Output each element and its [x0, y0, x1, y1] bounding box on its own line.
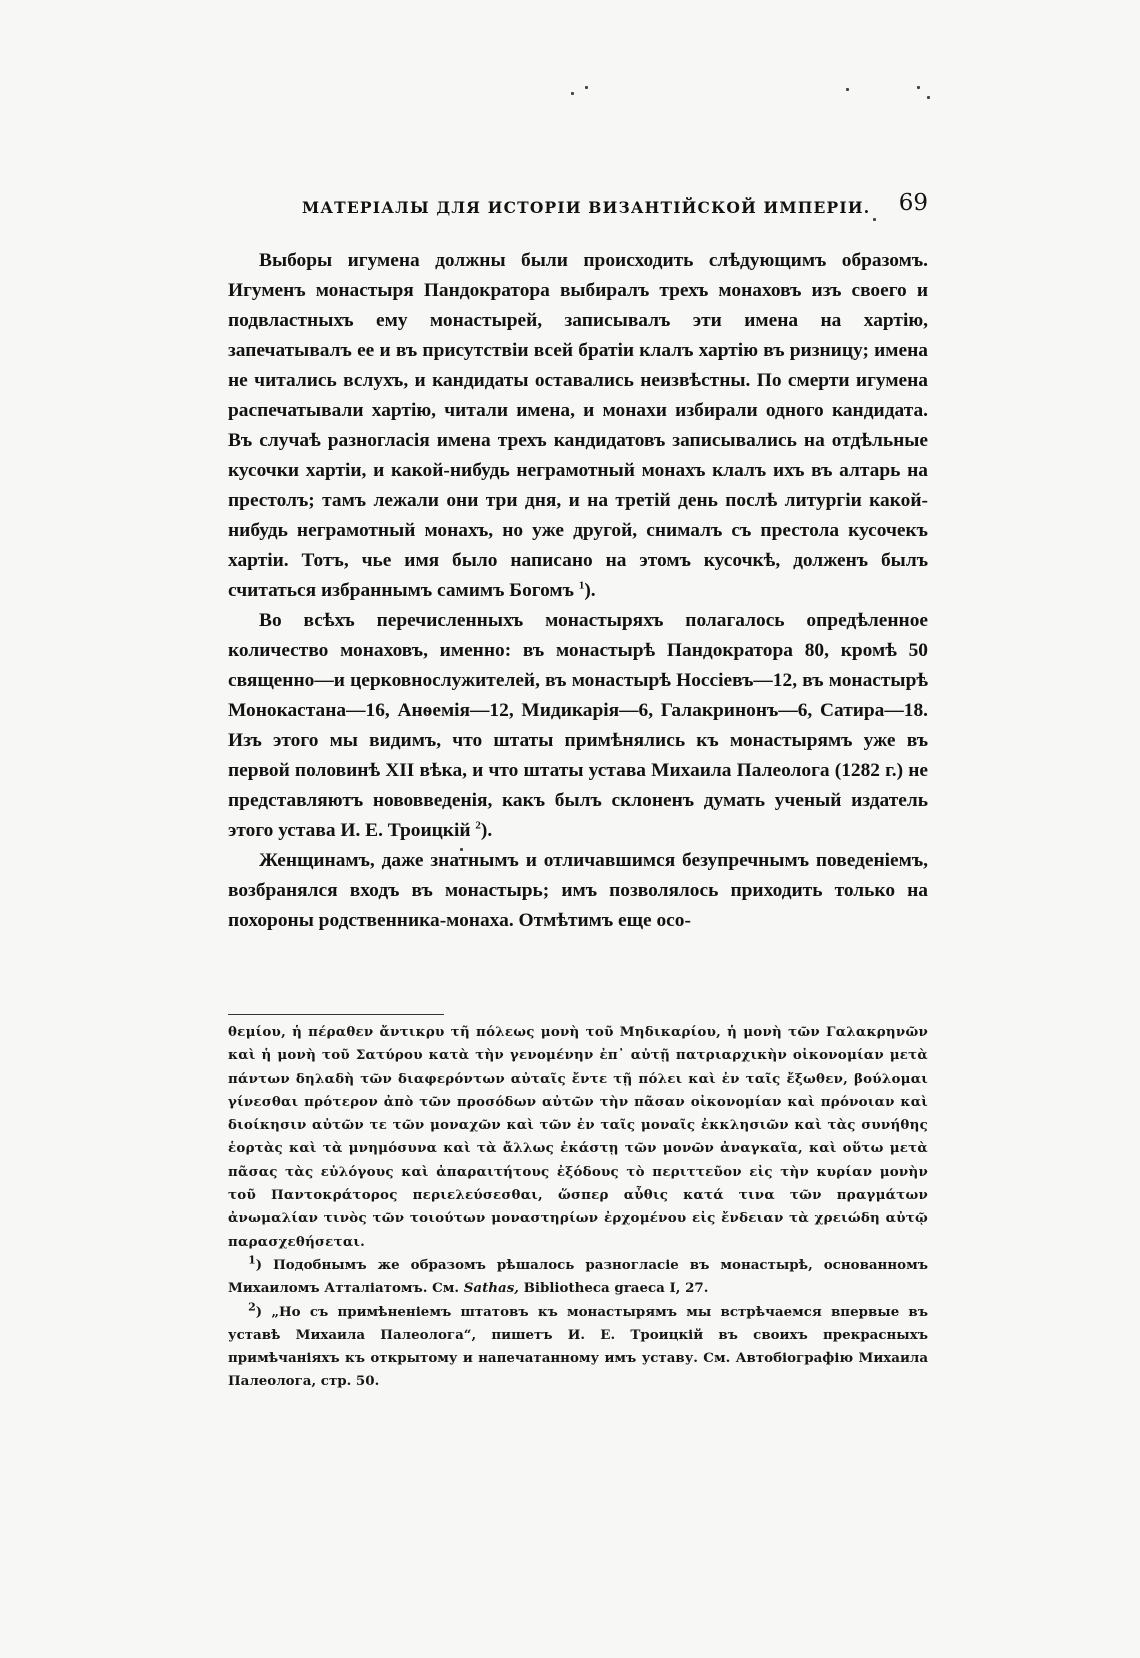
scan-speck [927, 96, 930, 99]
footnote-ref: 2 [475, 819, 481, 832]
footnote-greek-continuation: θεμίου, ἡ πέραθεν ἄντικρυ τῆ πόλεως μονὴ τοῦ Μηδικαρίου, ἡ μονὴ τῶν Γαλακρηνῶν καὶ ἡ μονὴ τοῦ Σατύρου κατὰ τὴν γενομένην ἐπ᾽ αὐτῇ πατριαρχικὴν οἰκονομίαν μετὰ πάντων δηλαδὴ τῶν διαφερόντων αὐταῖς ἔντε τῇ πόλει καὶ ἐν ταῖς ἔξωθεν, βούλομαι γίνεσθαι πρότερον ἀπὸ τῶν προσόδων αὐτῶν τὴν πᾶσαν οἰκονομίαν καὶ πρόνοιαν καὶ διοίκησιν αὐτῶν τε τῶν μοναχῶν καὶ τῶν ἐν ταῖς μοναῖς ἐκκλησιῶν καὶ τὰς συνήθης ἑορτὰς καὶ τὰ μνημόσυνα καὶ τὰ ἄλλως ἑκάστῃ τῶν μονῶν ἀναγκαῖα, καὶ οὕτω μετὰ πᾶσας τὰς εὐλόγους καὶ ἀπαραιτήτους ἐξόδους τὸ περιττεῦον εἰς τὴν κυρίαν μονὴν τοῦ Παντοκράτορος περιελεύσεσθαι, ὥσπερ αὖθις κατά τινα τῶν πραγμάτων ἀνωμαλίαν τινὸς τῶν τοιούτων μοναστηρίων ἐρχομένου εἰς ἔνδειαν τὰ χρειώδη αὐτῷ παρασχεθήσεται. [228, 1024, 928, 1250]
footnote-number: 1 [248, 1253, 256, 1267]
running-title: МАТЕРІАЛЫ ДЛЯ ИСТОРІИ ВИЗАНТІЙСКОЙ ИМПЕРІИ. [302, 198, 871, 217]
footnote-rule [228, 1014, 444, 1015]
main-text [228, 246, 928, 936]
scan-speck [571, 92, 574, 95]
paragraph: Выборы игумена должны были происходить слѣдующимъ образомъ. Игуменъ монастыря Пандократора выбиралъ трехъ монаховъ изъ своего и подвластныхъ ему монастырей, записывалъ эти имена на хартію, запечатывалъ ее и въ присутствіи всей братіи клалъ хартію въ ризницу; имена не читались вслухъ, и кандидаты оставались неизвѣстны. По смерти игумена распечатывали хартію, читали имена, и монахи избирали одного кандидата. Въ случаѣ разногласія имена трехъ кандидатовъ записывались на отдѣльные кусочки хартіи, и какой-нибудь неграмотный монахъ клалъ ихъ въ алтарь на престолъ; тамъ лежали они три дня, и на третій день послѣ литургіи какой-нибудь неграмотный монахъ, но уже другой, снималъ съ престола кусочекъ хартіи. Тотъ, чье имя было написано на этомъ кусочкѣ, долженъ былъ считаться избраннымъ самимъ Богомъ $^1$). [228, 250, 928, 601]
footnote-author: Sathas, [463, 1280, 519, 1297]
running-head [228, 190, 928, 226]
footnote-ref: 1 [578, 579, 585, 592]
scan-speck [585, 86, 588, 89]
paragraph: Во всѣхъ перечисленныхъ монастыряхъ полагалось опредѣленное количество монаховъ, именно: въ монастырѣ Пандократора 80, кромѣ 50 священно—и церковнослужителей, въ монастырѣ Носсіевъ—12, въ монастырѣ Монокастана—16, Анѳемія—12, Мидикарія—6, Галакринонъ—6, Сатира—18. Изъ этого мы видимъ, что штаты примѣнялись къ монастырямъ уже въ первой половинѣ XII вѣка, и что штаты устава Михаила Палеолога (1282 г.) не представляютъ нововведенія, какъ былъ склоненъ думать ученый издатель этого устава И. Е. Троицкій $^2$). [228, 610, 928, 841]
footnote-text: „Но съ примѣненіемъ штатовъ къ монастырямъ мы встрѣчаемся впервые въ уставѣ Михаила Палеолога“, пишетъ И. Е. Троицкій въ своихъ прекрасныхъ примѣчаніяхъ къ открытому и напечатанному имъ уставу. См. Автобіографію Михаила Палеолога, стр. 50. [228, 1303, 929, 1390]
footnote-2: $^2$) „Но съ примѣненіемъ штатовъ къ монастырямъ мы встрѣчаемся впервые въ уставѣ Михаила Палеолога“, пишетъ И. Е. Троицкій въ своихъ прекрасныхъ примѣчаніяхъ къ открытому и напечатанному имъ уставу. См. Автобіографію Михаила Палеолога, стр. 50. [228, 1300, 929, 1390]
paragraph-text: Во всѣхъ перечисленныхъ монастыряхъ полагалось опредѣленное количество монаховъ, именно: въ монастырѣ Пандократора 80, кромѣ 50 священно—и церковнослужителей, въ монастырѣ Носсіевъ—12, въ монастырѣ Монокастана—16, Анѳемія—12, Мидикарія—6, Галакринонъ—6, Сатира—18. Изъ этого мы видимъ, что штаты примѣнялись къ монастырямъ уже въ первой половинѣ XII вѣка, и что штаты устава Михаила Палеолога (1282 г.) не представляютъ нововведенія, какъ былъ склоненъ думать ученый издатель этого устава И. Е. Троицкій [228, 610, 928, 841]
paragraph-text: Выборы игумена должны были происходить слѣдующимъ образомъ. Игуменъ монастыря Пандократора выбиралъ трехъ монаховъ изъ своего и подвластныхъ ему монастырей, записывалъ эти имена на хартію, запечатывалъ ее и въ присутствіи всей братіи клалъ хартію въ ризницу; имена не читались вслухъ, и кандидаты оставались неизвѣстны. По смерти игумена распечатывали хартію, читали имена, и монахи избирали одного кандидата. Въ случаѣ разногласія имена трехъ кандидатовъ записывались на отдѣльные кусочки хартіи, и какой-нибудь неграмотный монахъ клалъ ихъ въ алтарь на престолъ; тамъ лежали они три дня, и на третій день послѣ литургіи какой-нибудь неграмотный монахъ, но уже другой, снималъ съ престола кусочекъ хартіи. Тотъ, чье имя было написано на этомъ кусочкѣ, долженъ былъ считаться избраннымъ самимъ Богомъ [228, 250, 928, 601]
paragraph [228, 846, 928, 936]
page-number: 69 [898, 190, 928, 216]
footnote-source: Bibliotheca graeca I, 27. [523, 1280, 709, 1297]
footnote-number: 2 [248, 1300, 256, 1314]
footnotes [228, 1021, 928, 1394]
scan-speck [917, 86, 920, 89]
scan-speck [846, 88, 849, 91]
paragraph-text: Женщинамъ, даже знатнымъ и отличавшимся безупречнымъ поведеніемъ, возбранялся входъ въ монастырь; имъ позволялось приходить только на похороны родственника-монаха. Отмѣтимъ еще осо- [228, 850, 928, 931]
footnote-1: $^1$) Подобнымъ же образомъ рѣшалось разногласіе въ монастырѣ, основанномъ Михаиломъ Атталіатомъ. См. Sathas, Bibliotheca graeca I, 27. [228, 1253, 928, 1297]
footnote-text: Подобнымъ же образомъ рѣшалось разногласіе въ монастырѣ, основанномъ Михаиломъ Атталіатомъ. См. [228, 1256, 928, 1297]
